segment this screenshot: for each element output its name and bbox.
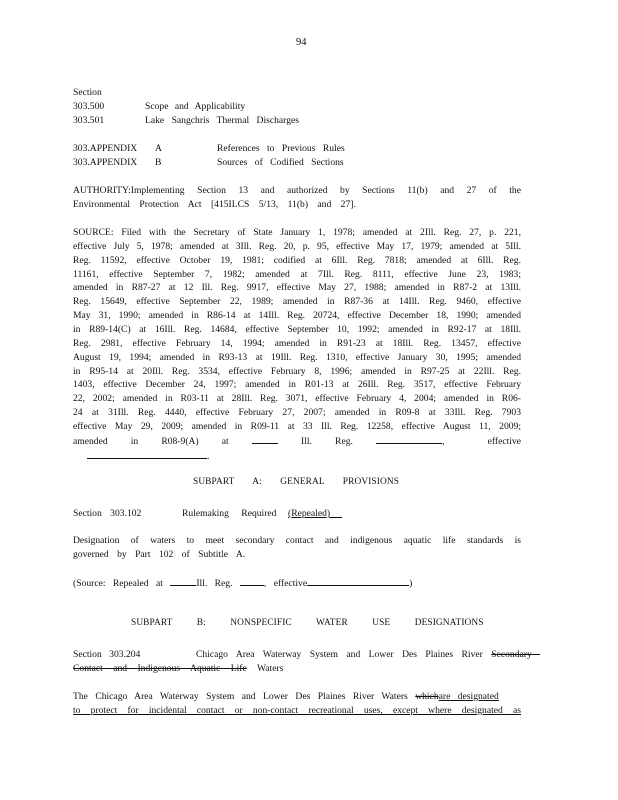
body-line [73, 704, 521, 718]
subpart-b-heading: SUBPART B: NONSPECIFIC WATER USE DESIGNATIONS [131, 618, 484, 628]
section-title: Rulemaking Required [182, 508, 277, 519]
blank-page [376, 434, 442, 444]
struck-text: which [415, 691, 439, 702]
blank-date [307, 576, 409, 586]
blank-date [87, 449, 207, 459]
authority-line: Environmental Protection Act [415ILCS 5/13, 11(b) and 27]. [73, 199, 356, 210]
source-line: Reg. 2981, effective February 14, 1994; amended in R91-23 at 18Ill. Reg. 13457, effective [73, 337, 521, 349]
blank-volume [252, 434, 278, 444]
toc-row-num: 303.501 [73, 115, 105, 126]
toc-row-title: Scope and Applicability [145, 101, 246, 112]
toc-appendix-title: Sources of Codified Sections [217, 157, 344, 168]
source-last-line: amended in R08-9(A) at Ill. Reg. , effective . [73, 436, 521, 462]
toc-appendix-num: 303.APPENDIX [73, 157, 138, 168]
repealed-text: (Repealed) [288, 508, 331, 519]
source-last-effective: effective [487, 436, 521, 447]
toc-appendix-num: 303.APPENDIX [73, 143, 138, 154]
section-title-text: Chicago Area Waterway System and Lower Des Plaines River [196, 649, 483, 660]
repeal-source-effective: , effective [263, 578, 308, 589]
underlined-text: are designated [438, 691, 499, 702]
source-last-reg: Ill. Reg. [301, 436, 353, 447]
section-title-end: Waters [256, 663, 284, 674]
page-number: 94 [296, 37, 307, 48]
source-line: amended in R87-27 at 12 Ill. Reg. 9917, effective May 27, 1988; amended in R87-2 at 13Ill. [73, 282, 521, 294]
subpart-a-heading: SUBPART A: GENERAL PROVISIONS [193, 477, 400, 487]
source-line: May 31, 1990; amended in R86-14 at 14Ill. Reg. 20724, effective December 18, 1990; amended [73, 310, 521, 322]
authority-label: AUTHORITY: [73, 185, 131, 196]
body-text: The Chicago Area Waterway System and Lower Des Plaines River Waters [73, 691, 408, 702]
blank-volume [170, 576, 196, 586]
source-line: Reg. 15649, effective September 22, 1989; amended in R87-36 at 14Ill. Reg. 9460, effective [73, 296, 521, 308]
source-line: in R89-14(C) at 16Ill. Reg. 14684, effective September 10, 1992; amended in R92-17 at 18Ill. [73, 323, 521, 335]
underlined-text: to protect for incidental contact or non-contact recreational uses, except where designated as [73, 705, 521, 716]
toc-appendix-letter: A [155, 143, 162, 154]
struck-text: Contact and Indigenous Aquatic Life [73, 663, 247, 674]
source-line: 24 at 31Ill. Reg. 4440, effective February 27, 2007; amended in R09-8 at 33Ill. Reg. 7903 [73, 407, 521, 419]
source-line: 11161, effective September 7, 1982; amended at 7Ill. Reg. 8111, effective June 23, 1983; [73, 268, 521, 280]
source-line: effective May 29, 2009; amended in R09-11 at 33 Ill. Reg. 12258, effective August 11, 2009; [73, 420, 521, 432]
source-line: Reg. 11592, effective October 19, 1981; codified at 6Ill. Reg. 7818; amended at 6Ill. Reg. [73, 254, 521, 266]
blank-page [240, 576, 264, 586]
repeal-source-close: ) [409, 578, 413, 589]
section-label: Section 303.204 [73, 649, 141, 660]
struck-text: Secondary [491, 649, 532, 660]
source-line: 1403, effective December 24, 1997; amended in R01-13 at 26Ill. Reg. 3517, effective February [73, 379, 521, 391]
source-line: 22, 2002; amended in R03-11 at 28Ill. Reg. 3071, effective February 4, 2004; amended in R06- [73, 393, 521, 405]
section-title-line [73, 662, 283, 676]
toc-appendix-title: References to Previous Rules [217, 143, 345, 154]
authority-text: Implementing Section 13 and authorized by Sections 11(b) and 27 of the [130, 185, 521, 196]
toc-appendix-letter: B [155, 157, 162, 168]
toc-heading: Section [73, 87, 102, 98]
source-line: SOURCE: Filed with the Secretary of State January 1, 1978; amended at 2Ill. Reg. 27, p. 221, [73, 227, 521, 238]
toc-row-title: Lake Sangchris Thermal Discharges [145, 115, 299, 126]
source-line: August 19, 1994; amended in R93-13 at 19Ill. Reg. 1310, effective January 30, 1995; amended [73, 351, 521, 363]
body-line: governed by Part 102 of Subtitle A. [73, 549, 246, 560]
toc-row-num: 303.500 [73, 101, 105, 112]
repealed-marker [288, 507, 342, 521]
section-title-line [196, 648, 540, 662]
source-last-prefix: amended in R08-9(A) at [73, 436, 229, 447]
body-line [73, 690, 499, 704]
body-line: Designation of waters to meet secondary contact and indigenous aquatic life standards is [73, 535, 521, 546]
section-label: Section 303.102 [73, 508, 142, 519]
authority-line [73, 184, 521, 198]
repeal-source-prefix: (Source: Repealed at [73, 578, 163, 589]
source-line: effective July 5, 1978; amended at 3Ill. Reg. 20, p. 95, effective May 17, 1979; amended at 5Ill. [73, 240, 521, 252]
repeal-source-line [73, 576, 412, 591]
source-last-end: . [207, 450, 210, 462]
repeal-source-reg: Ill. Reg. [196, 578, 233, 589]
source-line: in R95-14 at 20Ill. Reg. 3534, effective February 8, 1996; amended in R97-25 at 22Ill. Reg. [73, 365, 521, 377]
